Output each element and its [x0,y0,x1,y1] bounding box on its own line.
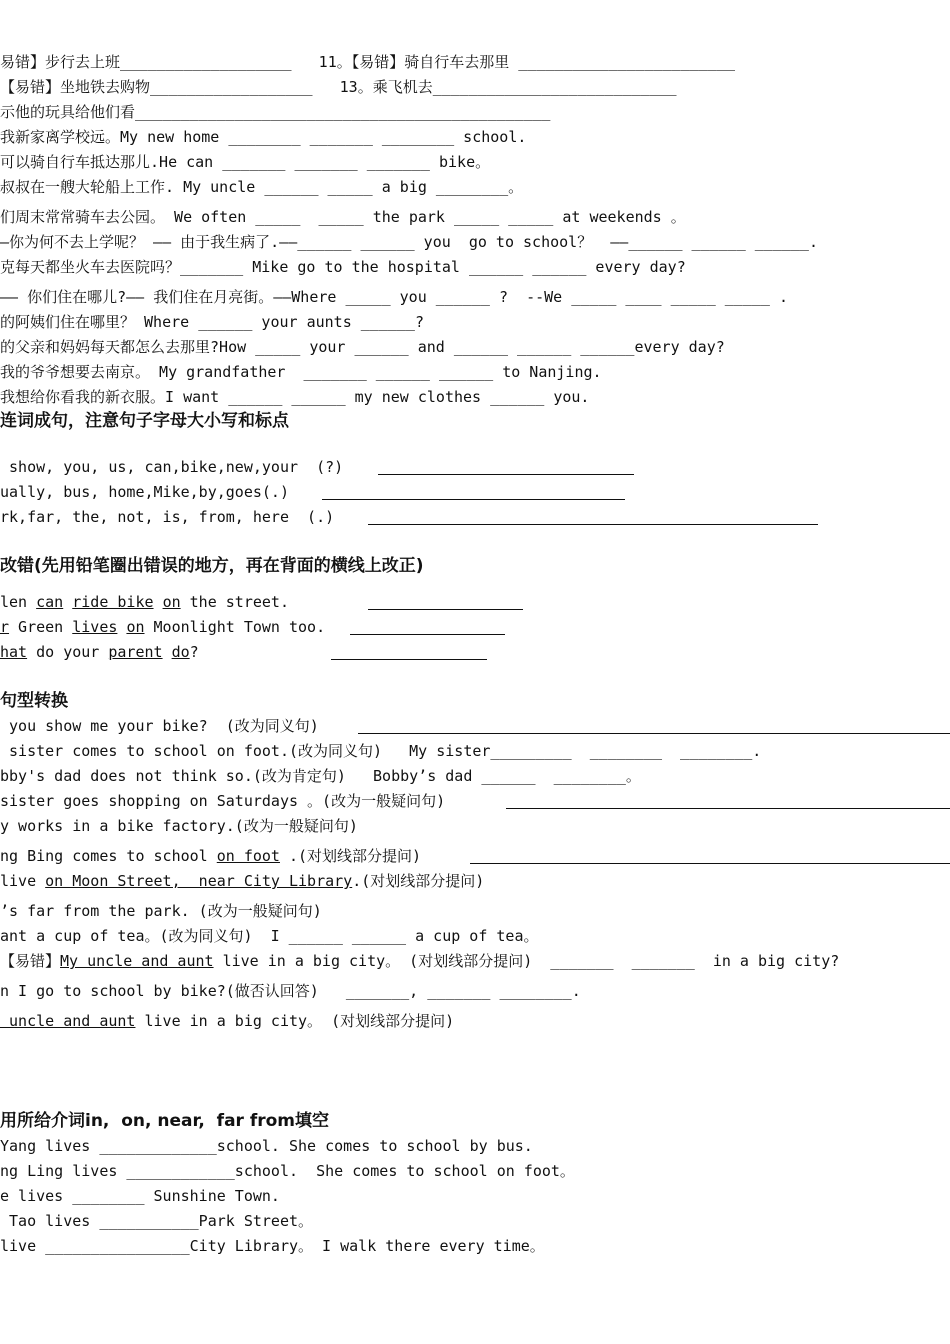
answer-line [470,863,950,864]
exercise-line: sister comes to school on foot.(改为同义句) My sister_________ ________ ________. [0,742,762,760]
answer-line [322,499,625,500]
exercise-line: uncle and aunt live in a big city。 (对划线部分提问) [0,1012,455,1030]
exercise-line: 我的爷爷想要去南京。 My grandfather _______ ______ ______ to Nanjing. [0,363,602,381]
exercise-line: you show me your bike? (改为同义句) [0,717,328,735]
exercise-line: 【易错】坐地铁去购物__________________ 13。乘飞机去___________________________ [0,78,677,96]
answer-line [358,733,950,734]
section-heading: 用所给介词in, on, near, far from填空 [0,1111,330,1131]
exercise-line: ’s far from the park. (改为一般疑问句) [0,902,322,920]
exercise-line: ng Bing comes to school on foot .(对划线部分提问) [0,847,431,865]
answer-line [506,808,950,809]
exercise-line: 克每天都坐火车去医院吗？_______ Mike go to the hospital ______ ______ every day? [0,258,686,276]
exercise-line: rk,far, the, not, is, from, here (.) [0,508,335,526]
answer-line [350,634,505,635]
exercise-line: 【易错】My uncle and aunt live in a big city。 (对划线部分提问) _______ _______ in a big city? [0,952,840,970]
exercise-line: 的阿姨们住在哪里？ Where ______ your aunts ______? [0,313,424,331]
exercise-line: n I go to school by bike?(做否认回答) _______, _______ ________. [0,982,581,1000]
exercise-line: —你为何不去上学呢？ —— 由于我生病了.——______ ______ you go to school？ ——______ ______ ______. [0,233,818,251]
section-heading: 改错(先用铅笔圈出错误的地方，再在背面的横线上改正) [0,556,424,576]
exercise-line: live on Moon Street, near City Library.(对划线部分提问) [0,872,485,890]
exercise-line: bby's dad does not think so.(改为肯定句) Bobby’s dad ______ ________。 [0,767,641,785]
answer-line [368,609,523,610]
exercise-line: 叔叔在一艘大轮船上工作. My uncle ______ _____ a big ________。 [0,178,524,196]
exercise-line: 可以骑自行车抵达那儿.He can _______ _______ _______ bike。 [0,153,491,171]
exercise-line: —— 你们住在哪儿?—— 我们住在月亮街。——Where _____ you ______ ? --We _____ ____ _____ _____ . [0,288,788,306]
exercise-line: sister goes shopping on Saturdays 。(改为一般疑问句) [0,792,464,810]
exercise-line: show, you, us, can,bike,new,your (?) [0,458,344,476]
exercise-line: 们周末常常骑车去公园。 We often _____ _____ the park _____ _____ at weekends 。 [0,208,686,226]
answer-line [368,524,818,525]
exercise-line: 示他的玩具给他们看______________________________________________ [0,103,551,121]
exercise-line: Tao lives ___________Park Street。 [0,1212,314,1230]
exercise-line: len can ride bike on the street. [0,593,289,611]
exercise-line: 我新家离学校远。My new home ________ _______ ________ school. [0,128,527,146]
exercise-line: r Green lives on Moonlight Town too. [0,618,326,636]
exercise-line: 易错】步行去上班___________________ 11。【易错】骑自行车去那里 ________________________ [0,53,736,71]
answer-line [331,659,487,660]
exercise-line: y works in a bike factory.(改为一般疑问句) [0,817,358,835]
exercise-line: e lives ________ Sunshine Town. [0,1187,280,1205]
section-heading: 连词成句，注意句子字母大小写和标点 [0,411,289,431]
exercise-line: 的父亲和妈妈每天都怎么去那里?How _____ your ______ and ______ ______ ______every day? [0,338,725,356]
exercise-line: Yang lives _____________school. She comes to school by bus. [0,1137,533,1155]
answer-line [378,474,634,475]
section-heading: 句型转换 [0,691,68,711]
exercise-line: ant a cup of tea。(改为同义句) I ______ ______ a cup of tea。 [0,927,539,945]
exercise-line: live ________________City Library。 I walk there every time。 [0,1237,545,1255]
exercise-line: ually, bus, home,Mike,by,goes(.) [0,483,289,501]
exercise-line: hat do your parent do? [0,643,199,661]
exercise-line: ng Ling lives ____________school. She comes to school on foot。 [0,1162,575,1180]
exercise-line: 我想给你看我的新衣服。I want ______ ______ my new clothes ______ you. [0,388,590,406]
